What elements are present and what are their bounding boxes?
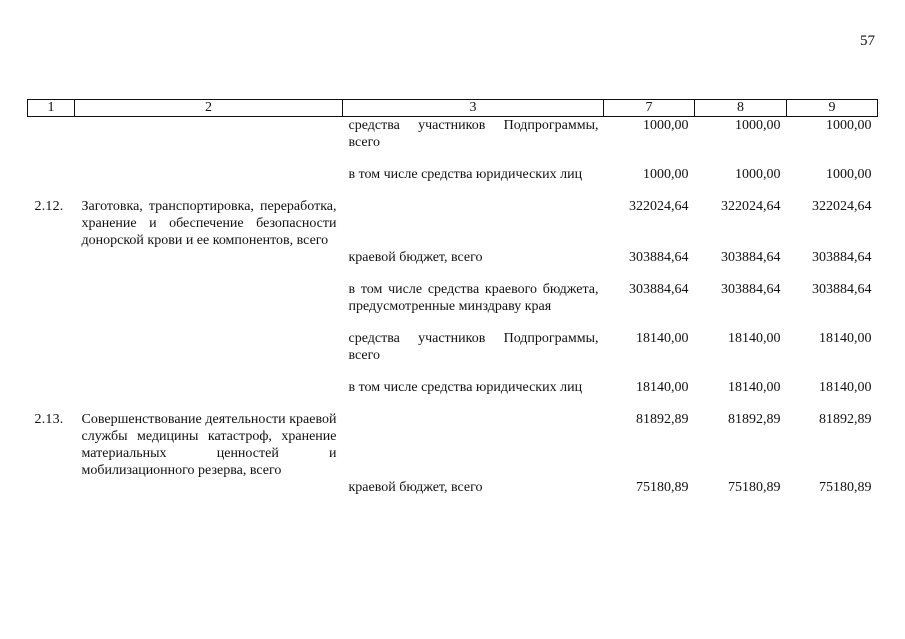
- table-row: [28, 379, 878, 396]
- value-col-7: 322024,64: [629, 199, 689, 214]
- value-col-8: 303884,64: [721, 250, 781, 265]
- item-name: Совершенствование деятельности краевой службы медицины катастроф, хранение материальных ценностей и мобилизационного резерва, всего: [81, 412, 337, 478]
- value-col-8: 18140,00: [728, 380, 781, 395]
- item-name: [75, 281, 343, 315]
- table-header: [28, 100, 878, 117]
- funding-source: в том числе средства юридических лиц: [348, 167, 583, 182]
- row-spacer: [28, 364, 878, 379]
- table-row: [28, 198, 878, 249]
- table-row: [28, 166, 878, 183]
- page-number: 57: [860, 33, 875, 49]
- item-number: [28, 479, 75, 496]
- item-name: Заготовка, транспортировка, переработка, хранение и обеспечение безопасности донорской крови и ее компонентов, всего: [81, 199, 337, 248]
- value-col-7: 303884,64: [629, 250, 689, 265]
- value-col-8: 75180,89: [728, 480, 781, 495]
- item-number: [28, 379, 75, 396]
- header-col-9: 9: [787, 100, 878, 117]
- item-number: [28, 117, 75, 152]
- header-row: [28, 100, 878, 117]
- value-col-9: 18140,00: [819, 331, 872, 346]
- value-col-9: 81892,89: [819, 412, 872, 427]
- row-spacer: [28, 396, 878, 411]
- funding-source: [343, 198, 604, 249]
- item-name: [75, 330, 343, 364]
- item-name: [75, 166, 343, 183]
- value-col-7: 303884,64: [629, 282, 689, 297]
- funding-source: в том числе средства юридических лиц: [348, 380, 583, 395]
- value-col-8: 1000,00: [735, 118, 781, 133]
- row-spacer: [28, 315, 878, 330]
- value-col-9: 75180,89: [819, 480, 872, 495]
- item-number: 2.12.: [34, 199, 64, 214]
- value-col-8: 322024,64: [721, 199, 781, 214]
- table-row: [28, 330, 878, 364]
- value-col-7: 1000,00: [643, 167, 689, 182]
- funding-source: средства участников Подпрограммы, всего: [348, 331, 599, 363]
- header-col-8: 8: [695, 100, 787, 117]
- value-col-9: 1000,00: [826, 167, 872, 182]
- value-col-9: 18140,00: [819, 380, 872, 395]
- funding-source: краевой бюджет, всего: [348, 250, 483, 265]
- value-col-7: 75180,89: [636, 480, 689, 495]
- value-col-9: 322024,64: [812, 199, 872, 214]
- funding-source: краевой бюджет, всего: [348, 480, 483, 495]
- value-col-7: 18140,00: [636, 331, 689, 346]
- value-col-9: 1000,00: [826, 118, 872, 133]
- table-row: [28, 281, 878, 315]
- item-number: [28, 281, 75, 315]
- item-number: [28, 330, 75, 364]
- row-spacer: [28, 151, 878, 166]
- item-name: [75, 379, 343, 396]
- table-row: [28, 117, 878, 152]
- item-number: [28, 166, 75, 183]
- table-body: [28, 117, 878, 497]
- budget-table: [27, 99, 878, 496]
- value-col-7: 81892,89: [636, 412, 689, 427]
- funding-source: в том числе средства краевого бюджета, предусмотренные минздраву края: [348, 282, 599, 314]
- row-spacer: [28, 266, 878, 281]
- item-name: [75, 249, 343, 266]
- value-col-8: 81892,89: [728, 412, 781, 427]
- value-col-7: 1000,00: [643, 118, 689, 133]
- item-number: [28, 249, 75, 266]
- value-col-8: 1000,00: [735, 167, 781, 182]
- value-col-7: 18140,00: [636, 380, 689, 395]
- table-row: [28, 249, 878, 266]
- header-col-3: 3: [343, 100, 604, 117]
- funding-source: средства участников Подпрограммы, всего: [348, 118, 599, 150]
- header-col-2: 2: [75, 100, 343, 117]
- item-name: [75, 117, 343, 152]
- funding-source: [343, 411, 604, 479]
- header-col-7: 7: [604, 100, 695, 117]
- row-spacer: [28, 183, 878, 198]
- item-number: 2.13.: [34, 412, 64, 427]
- header-col-1: 1: [28, 100, 75, 117]
- value-col-8: 303884,64: [721, 282, 781, 297]
- table-row: [28, 411, 878, 479]
- value-col-8: 18140,00: [728, 331, 781, 346]
- item-name: [75, 479, 343, 496]
- value-col-9: 303884,64: [812, 250, 872, 265]
- table-row: [28, 479, 878, 496]
- value-col-9: 303884,64: [812, 282, 872, 297]
